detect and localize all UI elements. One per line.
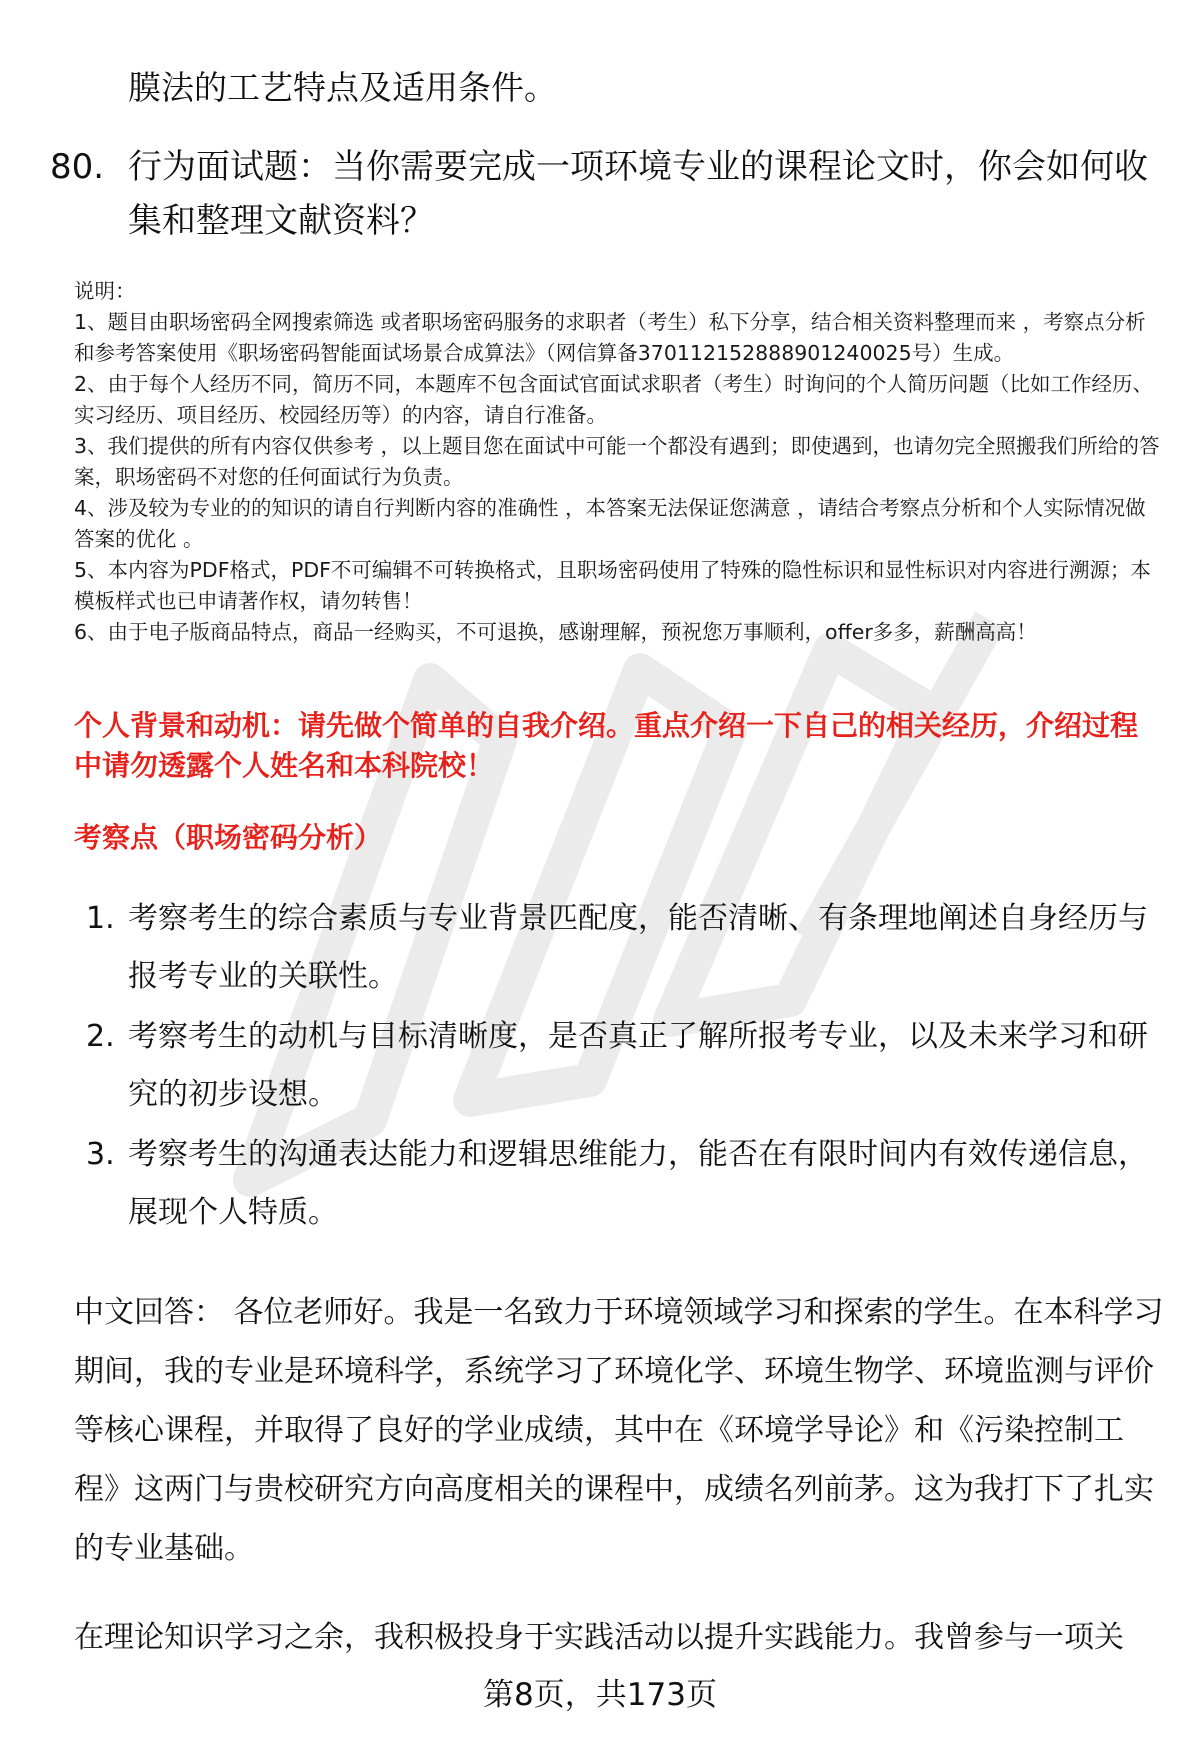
answer-paragraph-2: 在理论知识学习之余，我积极投身于实践活动以提升实践能力。我曾参与一项关 <box>74 1620 1124 1655</box>
note-item: 3、我们提供的所有内容仅供参考 ，以上题目您在面试中可能一个都没有遇到；即使遇到，也请勿完全照搬我们所给的答案，职场密码不对您的任何面试行为负责。 <box>74 434 1160 489</box>
note-item: 6、由于电子版商品特点，商品一经购买，不可退换，感谢理解，预祝您万事顺利，offer多多，薪酬高高！ <box>74 620 1037 644</box>
analysis-list <box>74 890 1164 1244</box>
question-text: 行为面试题：当你需要完成一项环境专业的课程论文时，你会如何收集和整理文献资料？ <box>128 147 1148 241</box>
list-text: 考察考生的综合素质与专业背景匹配度，能否清晰、有条理地阐述自身经历与报考专业的关联性。 <box>128 901 1148 994</box>
note-item: 5、本内容为PDF格式，PDF不可编辑不可转换格式，且职场密码使用了特殊的隐性标识和显性标识对内容进行溯源；本模板样式也已申请著作权，请勿转售！ <box>74 558 1151 613</box>
list-number: 2. <box>86 1019 115 1054</box>
notes-title: 说明： <box>74 279 136 303</box>
notes-section <box>74 276 1164 648</box>
analysis-heading: 考察点（职场密码分析） <box>74 821 383 854</box>
list-number: 1. <box>86 901 115 936</box>
note-item: 2、由于每个人经历不同，简历不同，本题库不包含面试官面试求职者（考生）时询问的个人简历问题（比如工作经历、实习经历、项目经历、校园经历等）的内容，请自行准备。 <box>74 372 1154 427</box>
note-item: 4、涉及较为专业的的知识的请自行判断内容的准确性 ，本答案无法保证您满意 ，请结合考察点分析和个人实际情况做答案的优化 。 <box>74 496 1146 551</box>
question-number: 80. <box>50 147 105 187</box>
list-item <box>74 890 1164 1006</box>
list-number: 3. <box>86 1137 115 1172</box>
note-item: 1、题目由职场密码全网搜索筛选 或者职场密码服务的求职者（考生）私下分享，结合相关资料整理而来 ，考察点分析和参考答案使用《职场密码智能面试场景合成算法》（网信算备370112152888901240025号）生成。 <box>74 310 1146 365</box>
question-heading: 个人背景和动机：请先做个简单的自我介绍。重点介绍一下自己的相关经历，介绍过程中请勿透露个人姓名和本科院校！ <box>74 709 1139 782</box>
page-footer: 第8页，共173页 <box>483 1677 717 1713</box>
answer-paragraph: 中文回答： 各位老师好。我是一名致力于环境领域学习和探索的学生。在本科学习期间，我的专业是环境科学，系统学习了环境化学、环境生物学、环境监测与评价等核心课程，并取得了良好的学业成绩，其中在《环境学导论》和《污染控制工程》这两门与贵校研究方向高度相关的课程中，成绩名列前茅。这为我打下了扎实的专业基础。 <box>74 1295 1164 1566</box>
list-text: 考察考生的动机与目标清晰度，是否真正了解所报考专业，以及未来学习和研究的初步设想。 <box>128 1019 1148 1112</box>
continuation-text: 膜法的工艺特点及适用条件。 <box>128 68 557 107</box>
list-text: 考察考生的沟通表达能力和逻辑思维能力，能否在有限时间内有效传递信息，展现个人特质。 <box>128 1137 1148 1230</box>
list-item <box>74 1126 1164 1242</box>
list-item <box>74 1008 1164 1124</box>
question-80 <box>50 140 1150 248</box>
